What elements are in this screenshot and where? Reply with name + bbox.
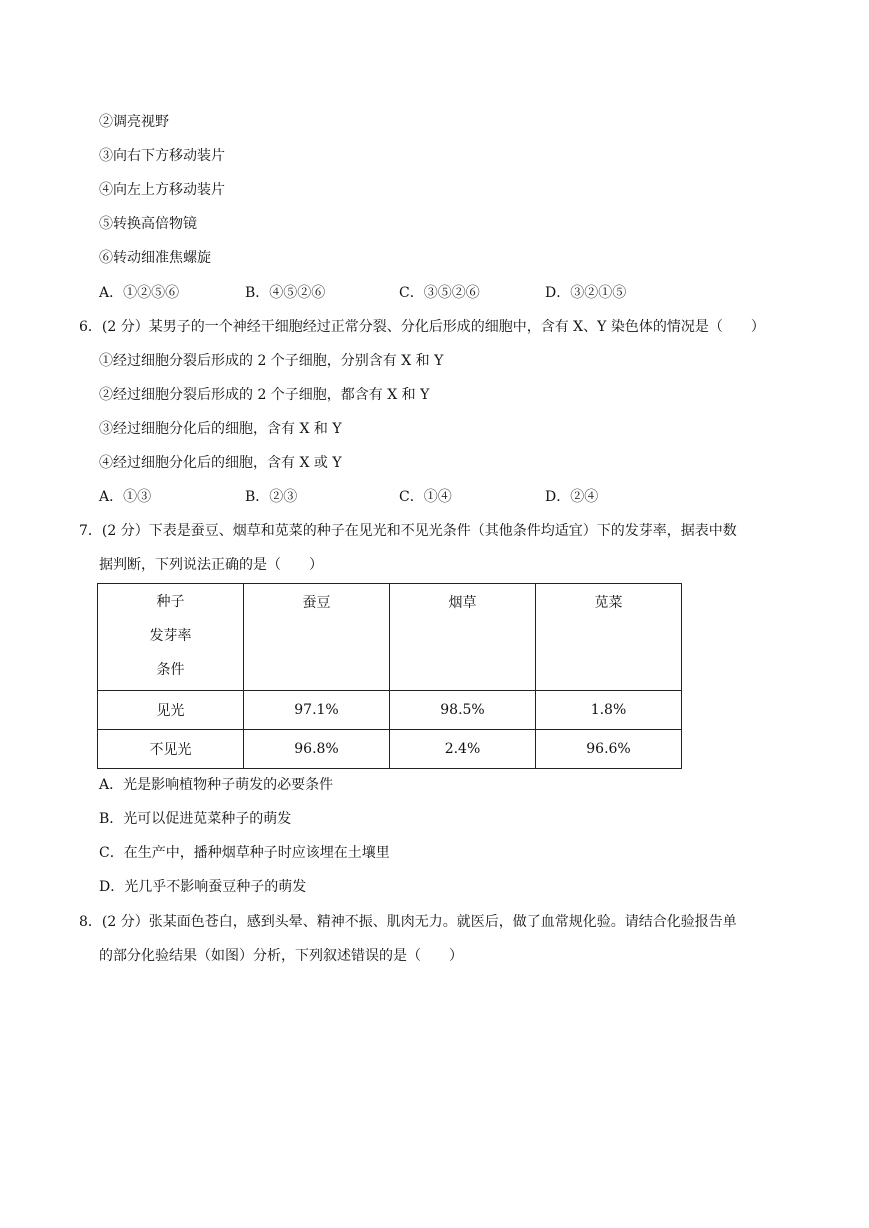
cell-light-amaranth: 1.8% <box>536 691 682 730</box>
q5-item-2: ②调亮视野 <box>99 114 169 130</box>
row-label-dark: 不见光 <box>98 730 244 769</box>
table-header-corner <box>98 584 244 691</box>
q6-item-3: ③经过细胞分化后的细胞，含有 X 和 Y <box>99 421 342 437</box>
q7-option-b: B．光可以促进苋菜种子的萌发 <box>99 811 292 827</box>
header-label-rate: 发芽率 <box>149 628 192 644</box>
q5-item-3: ③向右下方移动装片 <box>99 148 225 164</box>
cell-light-tobacco: 98.5% <box>390 691 536 730</box>
q5-option-c: C．③⑤②⑥ <box>399 285 480 301</box>
q7-stem-line2: 据判断，下列说法正确的是（ ） <box>99 557 323 573</box>
q5-item-4: ④向左上方移动装片 <box>99 182 225 198</box>
q6-option-b: B．②③ <box>245 489 298 505</box>
q6-stem: 6．(2 分）某男子的一个神经干细胞经过正常分裂、分化后形成的细胞中，含有 X、Y 染色体的情况是（ ） <box>79 319 765 335</box>
cell-light-broad-bean: 97.1% <box>244 691 390 730</box>
table-header-row <box>98 584 682 691</box>
q5-option-b: B．④⑤②⑥ <box>245 285 326 301</box>
cell-dark-amaranth: 96.6% <box>536 730 682 769</box>
q7-option-d: D．光几乎不影响蚕豆种子的萌发 <box>99 879 307 895</box>
germination-table <box>97 583 682 769</box>
header-label-condition: 条件 <box>156 662 185 678</box>
q5-item-6: ⑥转动细准焦螺旋 <box>99 250 211 266</box>
q7-option-a: A．光是影响植物种子萌发的必要条件 <box>99 777 334 793</box>
q6-item-2: ②经过细胞分裂后形成的 2 个子细胞，都含有 X 和 Y <box>99 387 430 403</box>
q5-option-d: D．③②①⑤ <box>545 285 627 301</box>
q6-option-a: A．①③ <box>99 489 152 505</box>
q6-option-c: C．①④ <box>399 489 452 505</box>
q6-option-d: D．②④ <box>545 489 599 505</box>
table-row <box>98 691 682 730</box>
q5-item-5: ⑤转换高倍物镜 <box>99 216 197 232</box>
header-label-seed: 种子 <box>156 594 185 610</box>
q5-option-a: A．①②⑤⑥ <box>99 285 180 301</box>
column-header-broad-bean: 蚕豆 <box>244 584 390 691</box>
cell-dark-tobacco: 2.4% <box>390 730 536 769</box>
cell-dark-broad-bean: 96.8% <box>244 730 390 769</box>
q7-option-c: C．在生产中，播种烟草种子时应该埋在土壤里 <box>99 845 390 861</box>
table-row <box>98 730 682 769</box>
row-label-light: 见光 <box>98 691 244 730</box>
q8-stem-line1: 8．(2 分）张某面色苍白，感到头晕、精神不振、肌肉无力。就医后，做了血常规化验。请结合化验报告单 <box>79 914 737 930</box>
q7-stem-line1: 7．(2 分）下表是蚕豆、烟草和苋菜的种子在见光和不见光条件（其他条件均适宜）下的发芽率，据表中数 <box>79 523 737 539</box>
q6-item-1: ①经过细胞分裂后形成的 2 个子细胞，分别含有 X 和 Y <box>99 353 444 369</box>
q8-stem-line2: 的部分化验结果（如图）分析，下列叙述错误的是（ ） <box>99 948 463 964</box>
column-header-amaranth: 苋菜 <box>536 584 682 691</box>
column-header-tobacco: 烟草 <box>390 584 536 691</box>
q6-item-4: ④经过细胞分化后的细胞，含有 X 或 Y <box>99 455 342 471</box>
